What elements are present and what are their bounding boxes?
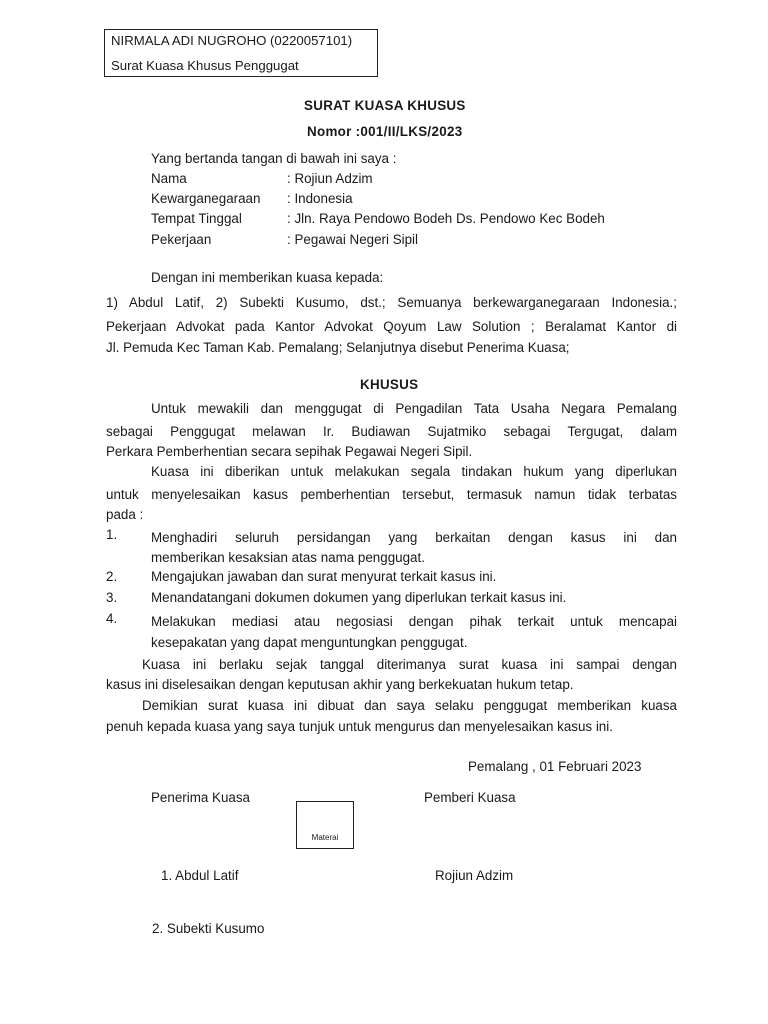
para3-line: kasus ini diselesaikan dengan keputusan akhir yang berkekuatan hukum tetap. (106, 677, 574, 692)
para4-line: Demikian surat kuasa ini dibuat dan saya selaku penggugat memberikan kuasa (142, 698, 677, 713)
grant-intro: Dengan ini memberikan kuasa kepada: (151, 270, 384, 285)
header-author: NIRMALA ADI NUGROHO (0220057101) (111, 33, 353, 48)
identity-label-kewarganegaraan: Kewarganegaraan (151, 191, 261, 206)
para2-line: Kuasa ini diberikan untuk melakukan segala tindakan hukum yang diperlukan (151, 464, 677, 479)
list-number: 3. (106, 590, 118, 605)
place-date: Pemalang , 01 Februari 2023 (468, 759, 642, 774)
document-number: Nomor :001/II/LKS/2023 (307, 124, 463, 139)
para1-line: Perkara Pemberhentian secara sepihak Pegawai Negeri Sipil. (106, 444, 473, 459)
list-item-line: memberikan kesaksian atas nama penggugat. (151, 550, 425, 565)
para1-line: Untuk mewakili dan menggugat di Pengadilan Tata Usaha Negara Pemalang (151, 401, 677, 416)
recipients-line: Jl. Pemuda Kec Taman Kab. Pemalang; Selanjutnya disebut Penerima Kuasa; (106, 340, 570, 355)
list-number: 4. (106, 611, 118, 626)
para3-line: Kuasa ini berlaku sejak tanggal diterimanya surat kuasa ini sampai dengan (142, 657, 677, 672)
identity-label-pekerjaan: Pekerjaan (151, 232, 212, 247)
document-title: SURAT KUASA KHUSUS (304, 98, 466, 113)
list-item-line: Menghadiri seluruh persidangan yang berkaitan dengan kasus ini dan (151, 530, 677, 545)
receiver-label: Penerima Kuasa (151, 790, 250, 805)
receiver-name-1: 1. Abdul Latif (161, 868, 239, 883)
identity-value-tempat-tinggal: : Jln. Raya Pendowo Bodeh Ds. Pendowo Kec Bodeh (287, 211, 605, 226)
identity-label-tempat-tinggal: Tempat Tinggal (151, 211, 242, 226)
list-item-line: Mengajukan jawaban dan surat menyurat terkait kasus ini. (151, 569, 497, 584)
list-number: 1. (106, 527, 118, 542)
khusus-heading: KHUSUS (360, 377, 419, 392)
receiver-name-2: 2. Subekti Kusumo (152, 921, 265, 936)
recipients-line: Pekerjaan Advokat pada Kantor Advokat Qoyum Law Solution ; Beralamat Kantor di (106, 319, 677, 334)
list-number: 2. (106, 569, 118, 584)
list-item-line: Menandatangani dokumen dokumen yang diperlukan terkait kasus ini. (151, 590, 567, 605)
header-box (104, 29, 378, 77)
identity-value-nama: : Rojiun Adzim (287, 171, 373, 186)
list-item-line: Melakukan mediasi atau negosiasi dengan pihak terkait untuk mencapai (151, 614, 677, 629)
recipients-line: 1) Abdul Latif, 2) Subekti Kusumo, dst.; Semuanya berkewarganegaraan Indonesia.; (106, 295, 677, 310)
materai-label: Materai (311, 833, 339, 842)
identity-value-kewarganegaraan: : Indonesia (287, 191, 353, 206)
para2-line: untuk menyelesaikan kasus pemberhentian tersebut, termasuk namun tidak terbatas (106, 487, 677, 502)
identity-value-pekerjaan: : Pegawai Negeri Sipil (287, 232, 418, 247)
para2-line: pada : (106, 507, 144, 522)
para1-line: sebagai Penggugat melawan Ir. Budiawan Sujatmiko sebagai Tergugat, dalam (106, 424, 677, 439)
giver-name: Rojiun Adzim (435, 868, 514, 883)
materai-stamp-box (296, 801, 354, 849)
giver-label: Pemberi Kuasa (424, 790, 516, 805)
list-item-line: kesepakatan yang dapat menguntungkan penggugat. (151, 635, 468, 650)
intro-text: Yang bertanda tangan di bawah ini saya : (151, 151, 397, 166)
para4-line: penuh kepada kuasa yang saya tunjuk untuk mengurus dan menyelesaikan kasus ini. (106, 719, 613, 734)
header-subject: Surat Kuasa Khusus Penggugat (111, 58, 299, 73)
identity-label-nama: Nama (151, 171, 187, 186)
